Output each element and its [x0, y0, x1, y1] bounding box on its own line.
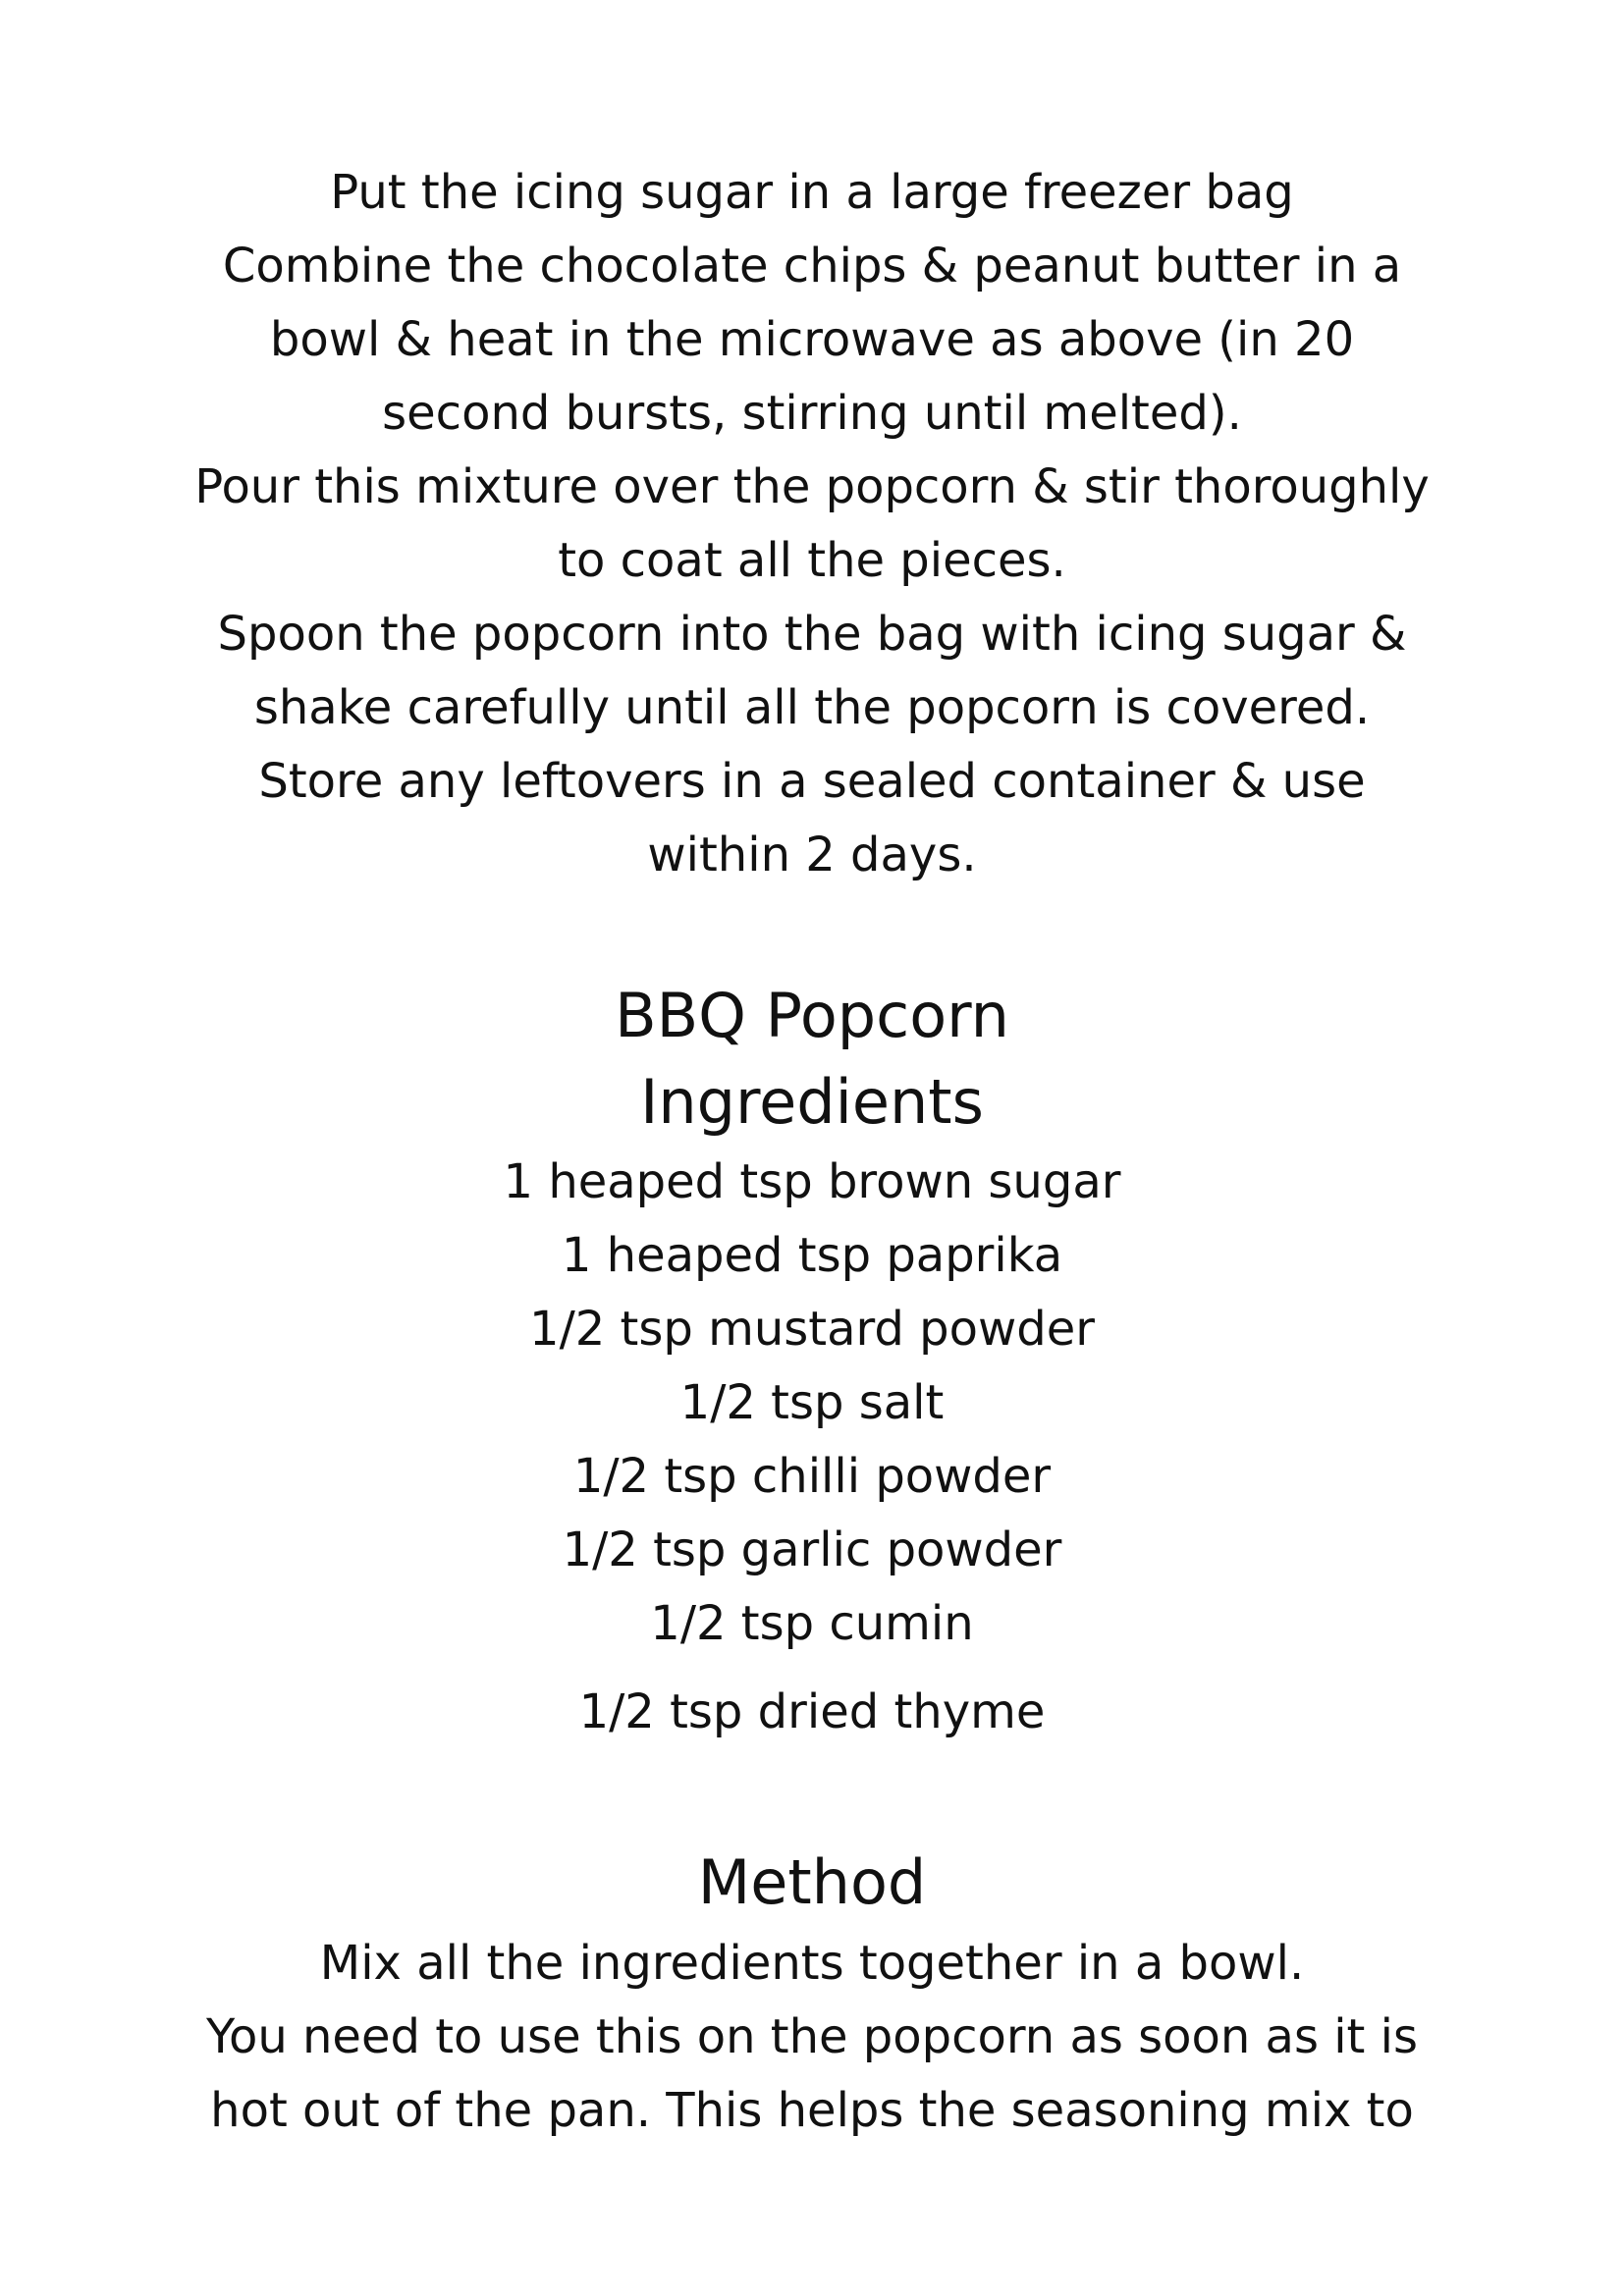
ingredient-item: 1/2 tsp mustard powder	[529, 1302, 1095, 1357]
intro-line: Combine the chocolate chips & peanut butter in a	[222, 239, 1402, 294]
ingredient-item: 1/2 tsp garlic powder	[562, 1522, 1062, 1577]
intro-line: shake carefully until all the popcorn is covered.	[253, 680, 1371, 735]
ingredients-heading: Ingredients	[640, 1066, 984, 1138]
recipe-title: BBQ Popcorn	[615, 980, 1009, 1051]
intro-line: Spoon the popcorn into the bag with icing sugar &	[217, 607, 1407, 662]
method-line: You need to use this on the popcorn as soon as it is	[206, 2009, 1418, 2064]
intro-line: Pour this mixture over the popcorn & stir thoroughly	[194, 459, 1430, 514]
intro-line: to coat all the pieces.	[558, 533, 1066, 588]
ingredient-item: 1/2 tsp salt	[679, 1375, 945, 1430]
ingredient-item: 1/2 tsp cumin	[650, 1596, 974, 1651]
ingredient-item: 1 heaped tsp paprika	[561, 1228, 1063, 1283]
method-line: Mix all the ingredients together in a bowl.	[319, 1936, 1305, 1991]
intro-line: second bursts, stirring until melted).	[382, 386, 1242, 441]
intro-line: Put the icing sugar in a large freezer bag	[330, 165, 1294, 220]
ingredient-item: 1/2 tsp chilli powder	[572, 1449, 1052, 1504]
method-heading: Method	[697, 1846, 927, 1918]
method-line: hot out of the pan. This helps the seasoning mix to	[210, 2083, 1414, 2138]
ingredient-item: 1 heaped tsp brown sugar	[503, 1154, 1121, 1209]
ingredient-item: 1/2 tsp dried thyme	[578, 1684, 1046, 1739]
intro-line: bowl & heat in the microwave as above (in 20	[269, 312, 1355, 367]
intro-line: Store any leftovers in a sealed container & use	[258, 754, 1366, 809]
intro-line: within 2 days.	[647, 828, 977, 882]
